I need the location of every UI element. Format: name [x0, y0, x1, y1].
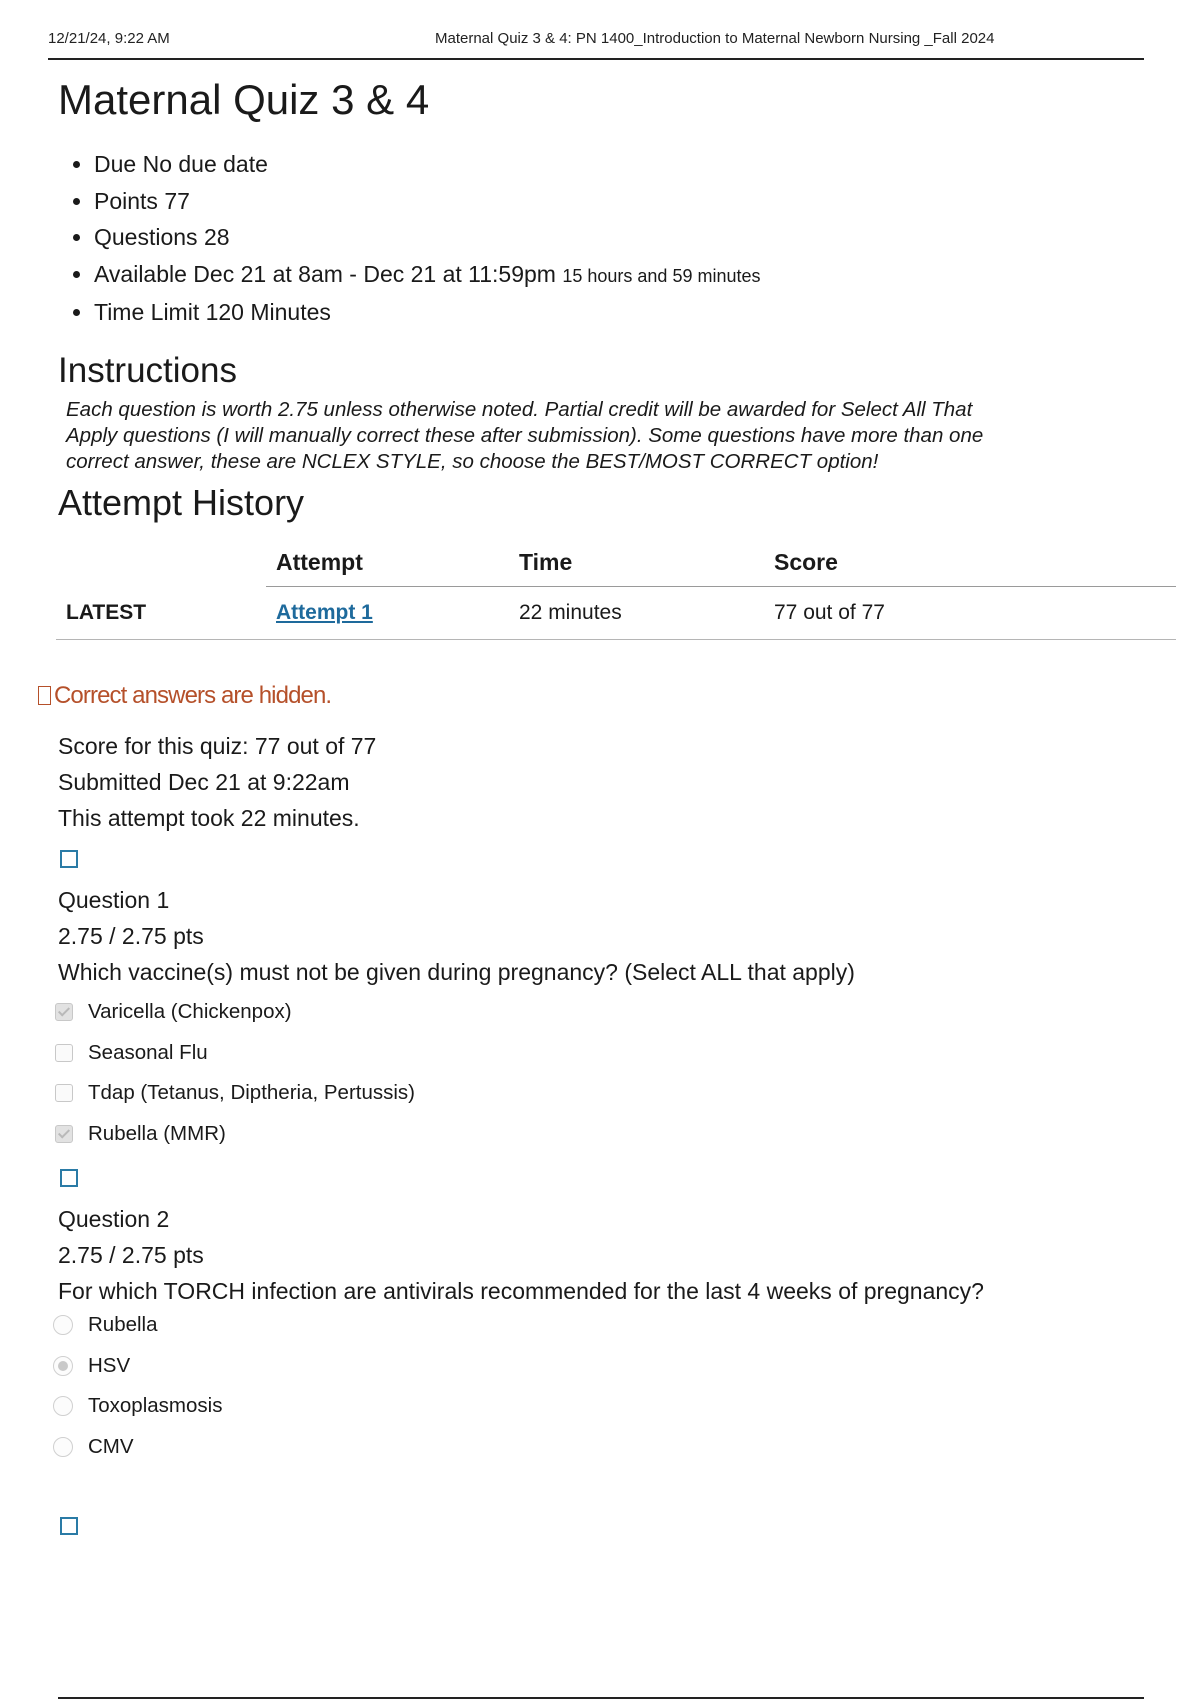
page-bottom-rule — [58, 1697, 1144, 1699]
attempt-history-heading: Attempt History — [58, 481, 305, 523]
flag-question-icon[interactable] — [60, 1169, 78, 1187]
answers-hidden-text: Correct answers are hidden. — [54, 682, 332, 709]
column-header-score: Score — [764, 539, 1176, 587]
question-title: Question 2 — [58, 1206, 170, 1232]
answer-label: Seasonal Flu — [88, 1040, 208, 1064]
availability-duration: 15 hours and 59 minutes — [562, 265, 761, 286]
answer-label: Rubella — [88, 1313, 158, 1336]
availability — [94, 256, 1158, 295]
flag-question-icon[interactable] — [60, 1517, 78, 1535]
question-points: 2.75 / 2.75 pts — [58, 1242, 204, 1268]
answer-label: CMV — [88, 1434, 134, 1458]
print-header — [48, 30, 1144, 60]
quiz-score: Score for this quiz: 77 out of 77 — [58, 733, 377, 759]
answer-label: Rubella (MMR) — [88, 1121, 226, 1145]
attempt-latest-label: LATEST — [56, 586, 266, 639]
answer-option — [58, 1392, 1108, 1433]
attempt-time: 22 minutes — [509, 586, 764, 639]
warning-icon — [38, 686, 51, 705]
answer-checkbox[interactable] — [55, 1084, 73, 1102]
question-1 — [58, 850, 1108, 1160]
answer-checkbox[interactable] — [55, 1125, 73, 1143]
answer-radio[interactable] — [53, 1315, 73, 1335]
question-points: 2.75 / 2.75 pts — [58, 923, 204, 949]
answer-label: Toxoplasmosis — [88, 1394, 223, 1417]
answer-option — [58, 998, 1108, 1039]
quiz-content — [58, 70, 1158, 640]
answer-radio[interactable] — [53, 1437, 73, 1457]
attempt-duration: This attempt took 22 minutes. — [58, 805, 360, 831]
answer-option — [58, 1352, 1108, 1393]
answer-checkbox[interactable] — [55, 1044, 73, 1062]
answer-option — [58, 1120, 1108, 1161]
answer-label: HSV — [88, 1353, 131, 1377]
answer-option — [58, 1039, 1108, 1080]
answer-option — [58, 1433, 1108, 1474]
answer-label: Varicella (Chickenpox) — [88, 1000, 292, 1023]
attempt-1-link[interactable]: Attempt 1 — [276, 600, 373, 624]
question-text: For which TORCH infection are antivirals recommended for the last 4 weeks of pregnancy? — [58, 1278, 984, 1304]
quiz-details-list — [58, 146, 1158, 331]
table-row — [56, 586, 1176, 639]
attempt-score: 77 out of 77 — [764, 586, 1176, 639]
answer-label: Tdap (Tetanus, Diptheria, Pertussis) — [88, 1081, 415, 1104]
answer-radio[interactable] — [53, 1396, 73, 1416]
answer-option — [58, 1079, 1108, 1120]
column-header-time: Time — [509, 539, 764, 587]
attempt-table-header — [56, 539, 1176, 587]
instructions-text: Each question is worth 2.75 unless otherwise noted. Partial credit will be awarded for Select All That Apply questions (I will manually correct these after submission). Some questions have more than one correct answer, these are NCLEX STYLE, so choose the BEST/MOST CORRECT option! — [66, 397, 984, 473]
availability-window: Available Dec 21 at 8am - Dec 21 at 11:59pm — [94, 260, 556, 287]
question-text: Which vaccine(s) must not be given during pregnancy? (Select ALL that apply) — [58, 959, 855, 985]
print-date: 12/21/24, 9:22 AM — [48, 30, 170, 47]
time-limit: • Time Limit 120 Minutes — [94, 294, 1158, 331]
points-total: • Points 77 — [94, 183, 1158, 220]
answers-hidden-notice — [38, 682, 331, 710]
answer-checkbox[interactable] — [55, 1003, 73, 1021]
attempt-cell — [266, 586, 509, 639]
page-title: Maternal Quiz 3 & 4 — [58, 76, 430, 123]
answer-option — [58, 1311, 1108, 1352]
answer-radio[interactable] — [53, 1356, 73, 1376]
instructions-heading: Instructions — [58, 350, 237, 390]
flag-question-icon[interactable] — [60, 850, 78, 868]
quiz-summary — [58, 728, 376, 836]
print-document-title: Maternal Quiz 3 & 4: PN 1400_Introduction to Maternal Newborn Nursing _Fall 2024 — [435, 30, 995, 47]
question-2 — [58, 1169, 1108, 1473]
column-header-attempt: Attempt — [266, 539, 509, 587]
question-title: Question 1 — [58, 887, 170, 913]
question-count: • Questions 28 — [94, 219, 1158, 256]
submitted-time: Submitted Dec 21 at 9:22am — [58, 769, 350, 795]
column-header-blank — [56, 539, 266, 587]
attempt-history-table — [56, 539, 1176, 640]
due-date: • Due No due date — [94, 146, 1158, 183]
